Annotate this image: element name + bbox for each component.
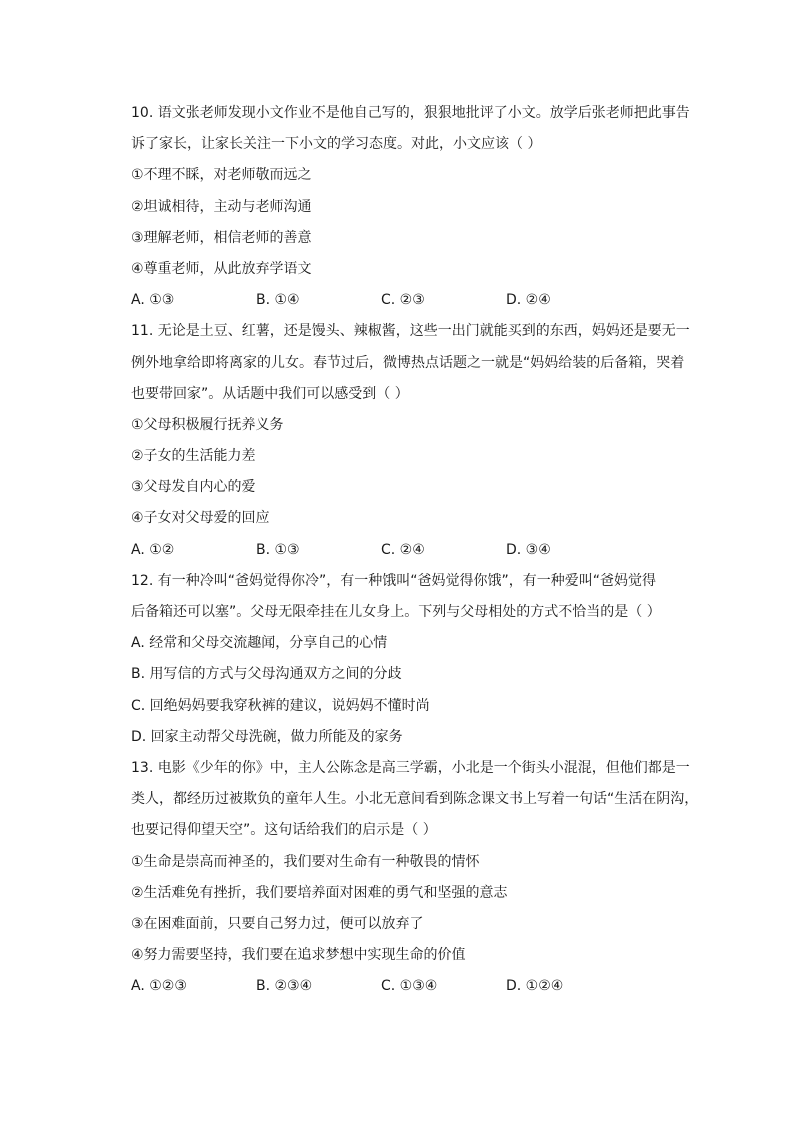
question-stem-line: 13. 电影《少年的你》中，主人公陈念是高三学霸，小北是一个街头小混混，但他们都是一 <box>131 759 690 776</box>
statement-item: ①父母积极履行抚养义务 <box>131 416 284 433</box>
question-stem-line: 例外地拿给即将离家的儿女。春节过后，微博热点话题之一就是“妈妈给装的后备箱，哭着 <box>131 354 685 371</box>
statement-item: ④尊重老师，从此放弃学语文 <box>131 260 312 277</box>
choice-b: B. ①③ <box>256 541 300 558</box>
question-stem-line: 类人，都经历过被欺负的童年人生。小北无意间看到陈念课文书上写着一句话“生活在阴沟， <box>131 791 699 808</box>
exam-page <box>131 98 699 1002</box>
question-stem-line: 诉了家长，让家长关注一下小文的学习态度。对此，小文应该（ ） <box>131 136 542 153</box>
answer-choices <box>131 971 691 1002</box>
question-stem-line: 也要记得仰望天空”。这句话给我们的启示是（ ） <box>131 822 437 839</box>
question-13 <box>131 753 699 1003</box>
choice-line: C. 回绝妈妈要我穿秋裤的建议，说妈妈不懂时尚 <box>131 697 430 714</box>
choice-c: C. ①③④ <box>381 978 438 995</box>
choice-c: C. ②④ <box>381 541 425 558</box>
choice-d: D. ②④ <box>506 292 551 309</box>
choice-d: D. ③④ <box>506 541 551 558</box>
statement-item: ④努力需要坚持，我们要在追求梦想中实现生命的价值 <box>131 947 466 964</box>
statement-item: ④子女对父母爱的回应 <box>131 510 270 527</box>
choice-d: D. ①②④ <box>506 978 564 995</box>
choice-line: B. 用写信的方式与父母沟通双方之间的分歧 <box>131 666 402 683</box>
choice-a: A. ①②③ <box>131 978 187 995</box>
choice-line: A. 经常和父母交流趣闻，分享自己的心情 <box>131 635 388 652</box>
statement-item: ①不理不睬，对老师敬而远之 <box>131 167 312 184</box>
choice-b: B. ②③④ <box>256 978 313 995</box>
choice-b: B. ①④ <box>256 292 300 309</box>
answer-choices <box>131 285 691 316</box>
question-stem-line: 11. 无论是土豆、红薯，还是馒头、辣椒酱，这些一出门就能买到的东西，妈妈还是要无一 <box>131 323 690 340</box>
question-stem-line: 后备箱还可以塞”。父母无限牵挂在儿女身上。下列与父母相处的方式不恰当的是（ ） <box>131 604 661 620</box>
question-10 <box>131 98 691 316</box>
question-stem-line: 10. 语文张老师发现小文作业不是他自己写的，狠狠地批评了小文。放学后张老师把此事告 <box>131 105 690 121</box>
answer-choices <box>131 535 691 566</box>
question-stem-line: 12. 有一种冷叫“爸妈觉得你冷”，有一种饿叫“爸妈觉得你饿”，有一种爱叫“爸妈觉得 <box>131 572 656 589</box>
statement-item: ②坦诚相待，主动与老师沟通 <box>131 198 312 215</box>
choice-c: C. ②③ <box>381 292 425 309</box>
statement-item: ②子女的生活能力差 <box>131 448 256 465</box>
statement-item: ③理解老师，相信老师的善意 <box>131 229 312 246</box>
question-12 <box>131 566 691 753</box>
question-stem-line: 也要带回家”。从话题中我们可以感受到（ ） <box>131 385 409 402</box>
statement-item: ③在困难面前，只要自己努力过，便可以放弃了 <box>131 915 424 932</box>
statement-item: ②生活难免有挫折，我们要培养面对困难的勇气和坚强的意志 <box>131 884 508 901</box>
choice-a: A. ①② <box>131 541 175 558</box>
choice-a: A. ①③ <box>131 292 175 309</box>
statement-item: ③父母发自内心的爱 <box>131 479 256 496</box>
choice-line: D. 回家主动帮父母洗碗，做力所能及的家务 <box>131 728 403 745</box>
statement-item: ①生命是崇高而神圣的，我们要对生命有一种敬畏的情怀 <box>131 853 480 870</box>
question-11 <box>131 316 691 566</box>
